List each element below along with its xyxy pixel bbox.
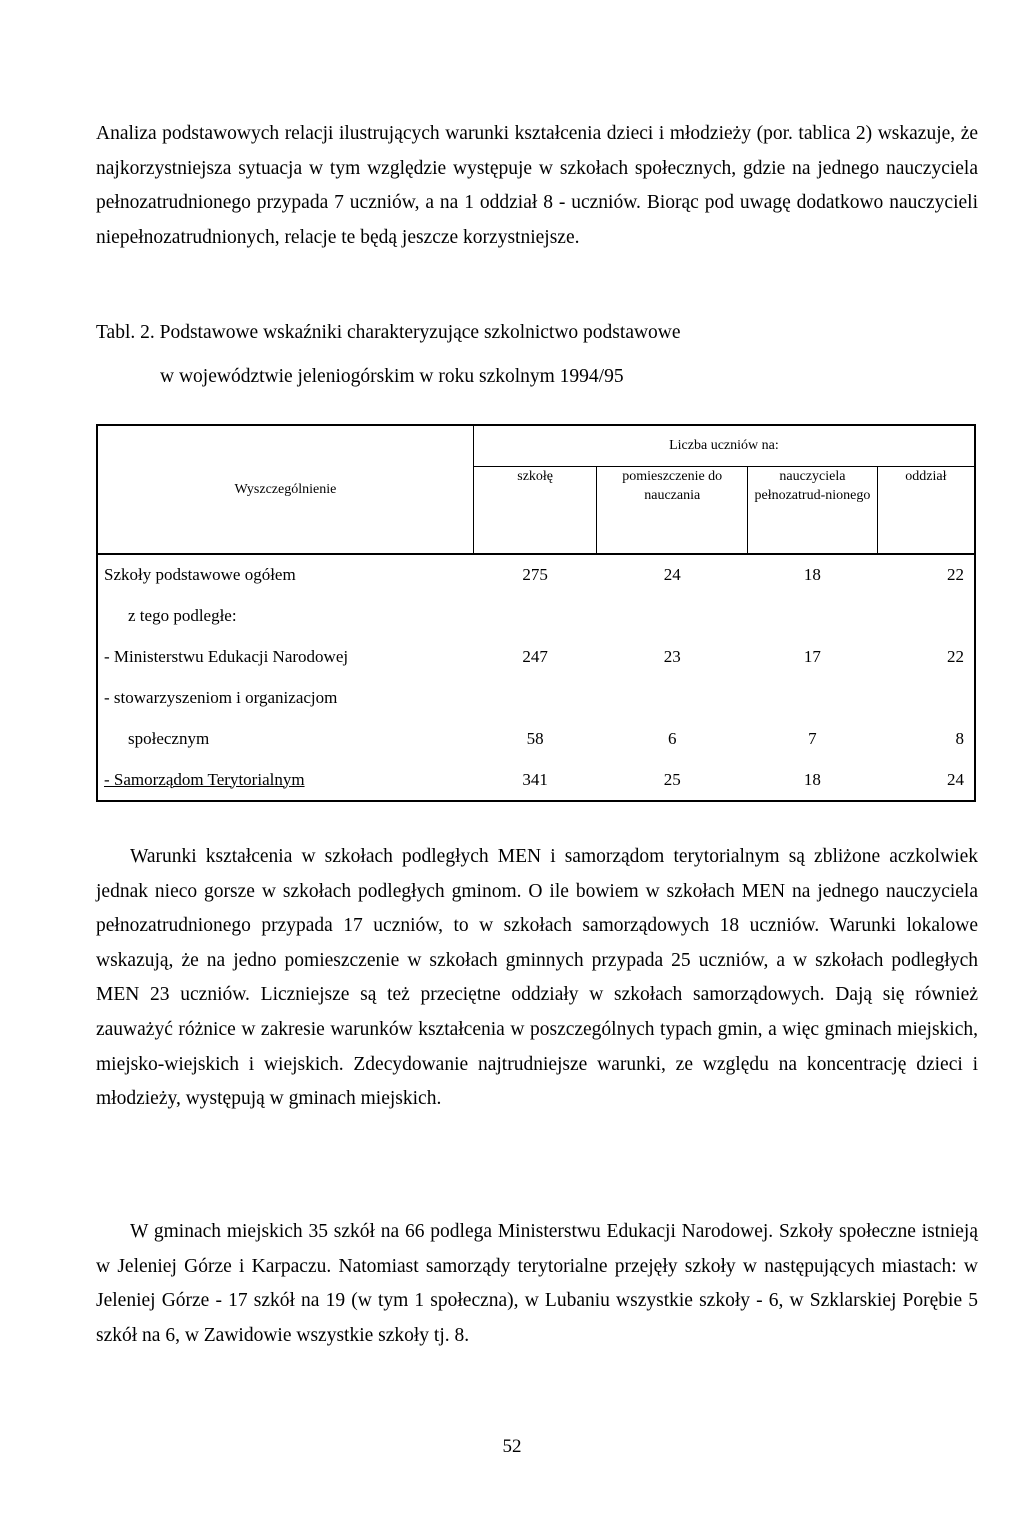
cell bbox=[748, 677, 878, 718]
cell: 58 bbox=[526, 728, 544, 748]
page-number: 52 bbox=[502, 1436, 522, 1457]
cell: 22 bbox=[947, 647, 964, 667]
header-col-oddzial: oddział bbox=[877, 467, 975, 555]
row-label: - Ministerstwu Edukacji Narodowej bbox=[104, 647, 349, 667]
cell: 24 bbox=[663, 565, 681, 585]
header-col-szkole: szkołę bbox=[473, 467, 597, 555]
cell bbox=[597, 596, 748, 637]
cell bbox=[748, 596, 878, 637]
header-col-pomieszczenie: pomieszczenie do nauczania bbox=[597, 467, 748, 555]
cell: 8 bbox=[955, 728, 964, 748]
table-row bbox=[97, 596, 975, 637]
cell bbox=[473, 677, 597, 718]
table-grid bbox=[96, 424, 976, 802]
cell bbox=[877, 677, 975, 718]
table-caption-line2: w województwie jeleniogórskim w roku szkolnym 1994/95 bbox=[160, 366, 624, 387]
cell: 247 bbox=[522, 647, 548, 667]
paragraph-municipal: W gminach miejskich 35 szkół na 66 podlega Ministerstwu Edukacji Narodowej. Szkoły społeczne istnieją w Jeleniej Górze i Karpaczu. Natomiast samorządy terytorialne przejęły szkoły w następujących miastach: w Jeleniej Górze - 17 szkół na 19 (w tym 1 społeczna), w Lubaniu wszystkie szkoły - 6, w Szklarskiej Porębie 5 szkół na 6, w Zawidowie wszystkie szkoły tj. 8. bbox=[96, 1221, 978, 1346]
header-wyszczegolnienie: Wyszczególnienie bbox=[234, 481, 337, 497]
cell: 17 bbox=[803, 647, 821, 667]
paragraph-conditions: Warunki kształcenia w szkołach podległych MEN i samorządom terytorialnym są zbliżone aczkolwiek jednak nieco gorsze w szkołach podległych gminom. O ile bowiem w szkołach MEN na jednego nauczyciela pełnozatrudnionego przypada 17 uczniów, to w szkołach samorządowych 18 uczniów. Warunki lokalowe wskazują, że na jedno pomieszczenie w szkołach gminnych przypada 25 uczniów, a w szkołach podległych MEN 23 uczniów. Liczniejsze są też przeciętne oddziały w szkołach samorządowych. Dają się również zauważyć różnice w zakresie warunków kształcenia w poszczególnych typach gmin, a więc gminach miejskich, miejsko-wiejskich i wiejskich. Zdecydowanie najtrudniejsze warunki, ze względu na koncentrację dzieci i młodzieży, występują w gminach miejskich. bbox=[96, 846, 978, 1110]
cell: 18 bbox=[748, 759, 878, 801]
table-row bbox=[97, 637, 975, 678]
cell: 23 bbox=[663, 647, 681, 667]
row-label: z tego podległe: bbox=[128, 606, 237, 626]
cell: 7 bbox=[808, 728, 817, 748]
cell: 6 bbox=[667, 728, 677, 748]
cell: 24 bbox=[877, 759, 975, 801]
row-label: Szkoły podstawowe ogółem bbox=[104, 565, 296, 585]
cell: 18 bbox=[803, 565, 821, 585]
row-label: społecznym bbox=[128, 728, 210, 748]
table-row bbox=[97, 554, 975, 596]
header-group: Liczba uczniów na: bbox=[473, 425, 975, 467]
cell bbox=[597, 677, 748, 718]
row-label: - Samorządom Terytorialnym bbox=[97, 759, 473, 801]
statistics-table bbox=[96, 424, 976, 802]
paragraph-intro: Analiza podstawowych relacji ilustrujących warunki kształcenia dzieci i młodzieży (por. tablica 2) wskazuje, że najkorzystniejsza sytuacja w tym względzie występuje w szkołach społecznych, gdzie na jednego nauczyciela pełnozatrudnionego przypada 7 uczniów, a na 1 oddział 8 - uczniów. Biorąc pod uwagę dodatkowo nauczycieli niepełnozatrudnionych, relacje te będą jeszcze korzystniejsze. bbox=[96, 123, 978, 248]
cell: 22 bbox=[947, 565, 964, 585]
table-row bbox=[97, 759, 975, 801]
table-row bbox=[97, 718, 975, 759]
cell: 341 bbox=[473, 759, 597, 801]
header-col-nauczyciela: nauczyciela pełnozatrud-nionego bbox=[748, 467, 878, 555]
cell bbox=[877, 596, 975, 637]
table-row bbox=[97, 677, 975, 718]
cell bbox=[473, 596, 597, 637]
table-caption-line1: Tabl. 2. Podstawowe wskaźniki charakteryzujące szkolnictwo podstawowe bbox=[96, 322, 681, 343]
row-label: - stowarzyszeniom i organizacjom bbox=[104, 687, 338, 707]
cell: 25 bbox=[597, 759, 748, 801]
cell: 275 bbox=[522, 565, 548, 585]
